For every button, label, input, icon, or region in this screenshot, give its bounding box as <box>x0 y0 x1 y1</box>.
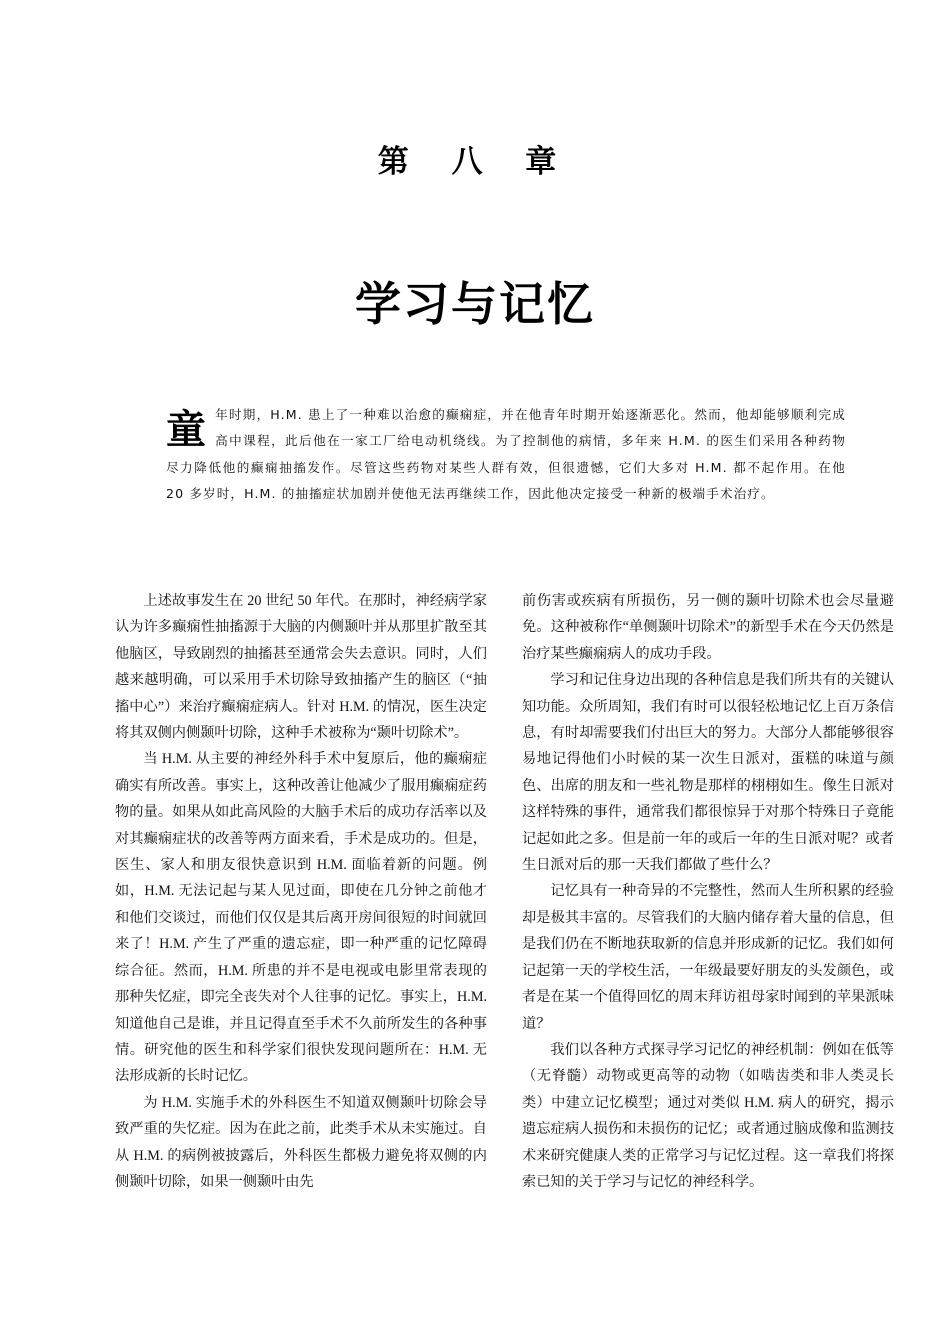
chapter-number: 第 八 章 <box>377 144 573 180</box>
body-paragraph: 为 H.M. 实施手术的外科医生不知道双侧颞叶切除会导致严重的失忆症。因为在此之前，此类手术从未实施过。自从 H.M. 的病例被披露后，外科医生都极力避免将双侧的内侧颞叶切除，如果一侧颞叶由先 <box>115 1094 487 1190</box>
body-paragraph-continuation: 前伤害或疾病有所损伤，另一侧的颞叶切除术也会尽量避免。这种被称作“单侧颞叶切除术”的新型手术在今天仍然是治疗某些癫痫病人的成功手段。 <box>522 593 894 662</box>
intro-dropcap: 童 <box>166 407 208 453</box>
body-paragraph: 当 H.M. 从主要的神经外科手术中复原后，他的癫痫症确实有所改善。事实上，这种改善让他减少了服用癫痫症药物的量。如果从如此高风险的大脑手术后的成功存活率以及对其癫痫症状的改善等两方面来看，手术是成功的。但是，医生、家人和朋友很快意识到 H.M. 面临着新的问题。例如，H.M. 无法记起与某人见过面，即使在几分钟之前他才和他们交谈过，而他们仅仅是其后离开房间很短的时间就回来了！H.M. 产生了严重的遗忘症，即一种严重的记忆障碍综合征。然而，H.M. 所患的并不是电视或电影里常表现的那种失忆症，即完全丧失对个人往事的记忆。事实上，H.M. 知道他自己是谁，并且记得直至手术不久前所发生的各种事情。研究他的医生和科学家们很快发现问题所在：H.M. 无法形成新的长时记忆。 <box>115 751 487 1085</box>
body-paragraph: 学习和记住身边出现的各种信息是我们所共有的关键认知功能。众所周知，我们有时可以很轻松地记忆上百万条信息，有时却需要我们付出巨大的努力。大部分人都能够很容易地记得他们小时候的某一次生日派对，蛋糕的味道与颜色、出席的朋友和一些礼物是那样的栩栩如生。像生日派对这样特殊的事件，通常我们都很惊异于对那个特殊日子竟能记起如此之多。但是前一年的或后一年的生日派对呢？或者生日派对后的那一天我们都做了些什么？ <box>522 672 894 874</box>
body-column-right <box>522 588 894 1195</box>
body-paragraph: 我们以各种方式探寻学习记忆的神经机制：例如在低等（无脊髓）动物或更高等的动物（如啮齿类和非人类灵长类）中建立记忆模型；通过对类似 H.M. 病人的研究，揭示遗忘症病人损伤和未损伤的记忆；或者通过脑成像和监测技术来研究健康人类的正常学习与记忆过程。这一章我们将探索已知的关于学习与记忆的神经科学。 <box>522 1041 894 1190</box>
intro-text: 年时期，H.M. 患上了一种难以治愈的癫痫症，并在他青年时期开始逐渐恶化。然而，他却能够顺利完成高中课程，此后他在一家工厂给电动机绕线。为了控制他的病情，多年来 H.M. 的医生们采用各种药物尽力降低他的癫痫抽搐发作。尽管这些药物对某些人群有效，但很遗憾，它们大多对 H.M. 都不起作用。在他 20 多岁时，H.M. 的抽搐症状加剧并使他无法再继续工作，因此他决定接受一种新的极端手术治疗。 <box>166 407 846 502</box>
body-column-left <box>115 588 487 1195</box>
intro-paragraph <box>166 402 846 508</box>
body-paragraph: 上述故事发生在 20 世纪 50 年代。在那时，神经病学家认为许多癫痫性抽搐源于大脑的内侧颞叶并从那里扩散至其他脑区，导致剧烈的抽搐甚至通常会失去意识。同时，人们越来越明确，可以采用手术切除导致抽搐产生的脑区（“抽搐中心”）来治疗癫痫症病人。针对 H.M. 的情况，医生决定将其双侧内侧颞叶切除，这种手术被称为“颞叶切除术”。 <box>115 593 487 742</box>
body-paragraph: 记忆具有一种奇异的不完整性，然而人生所积累的经验却是极其丰富的。尽管我们的大脑内储存着大量的信息，但是我们仍在不断地获取新的信息并形成新的记忆。我们如何记起第一天的学校生活，一年级最要好朋友的头发颜色，或者是在某一个值得回忆的周末拜访祖母家时闻到的苹果派味道？ <box>522 883 894 1032</box>
chapter-title: 学习与记忆 <box>355 277 595 331</box>
